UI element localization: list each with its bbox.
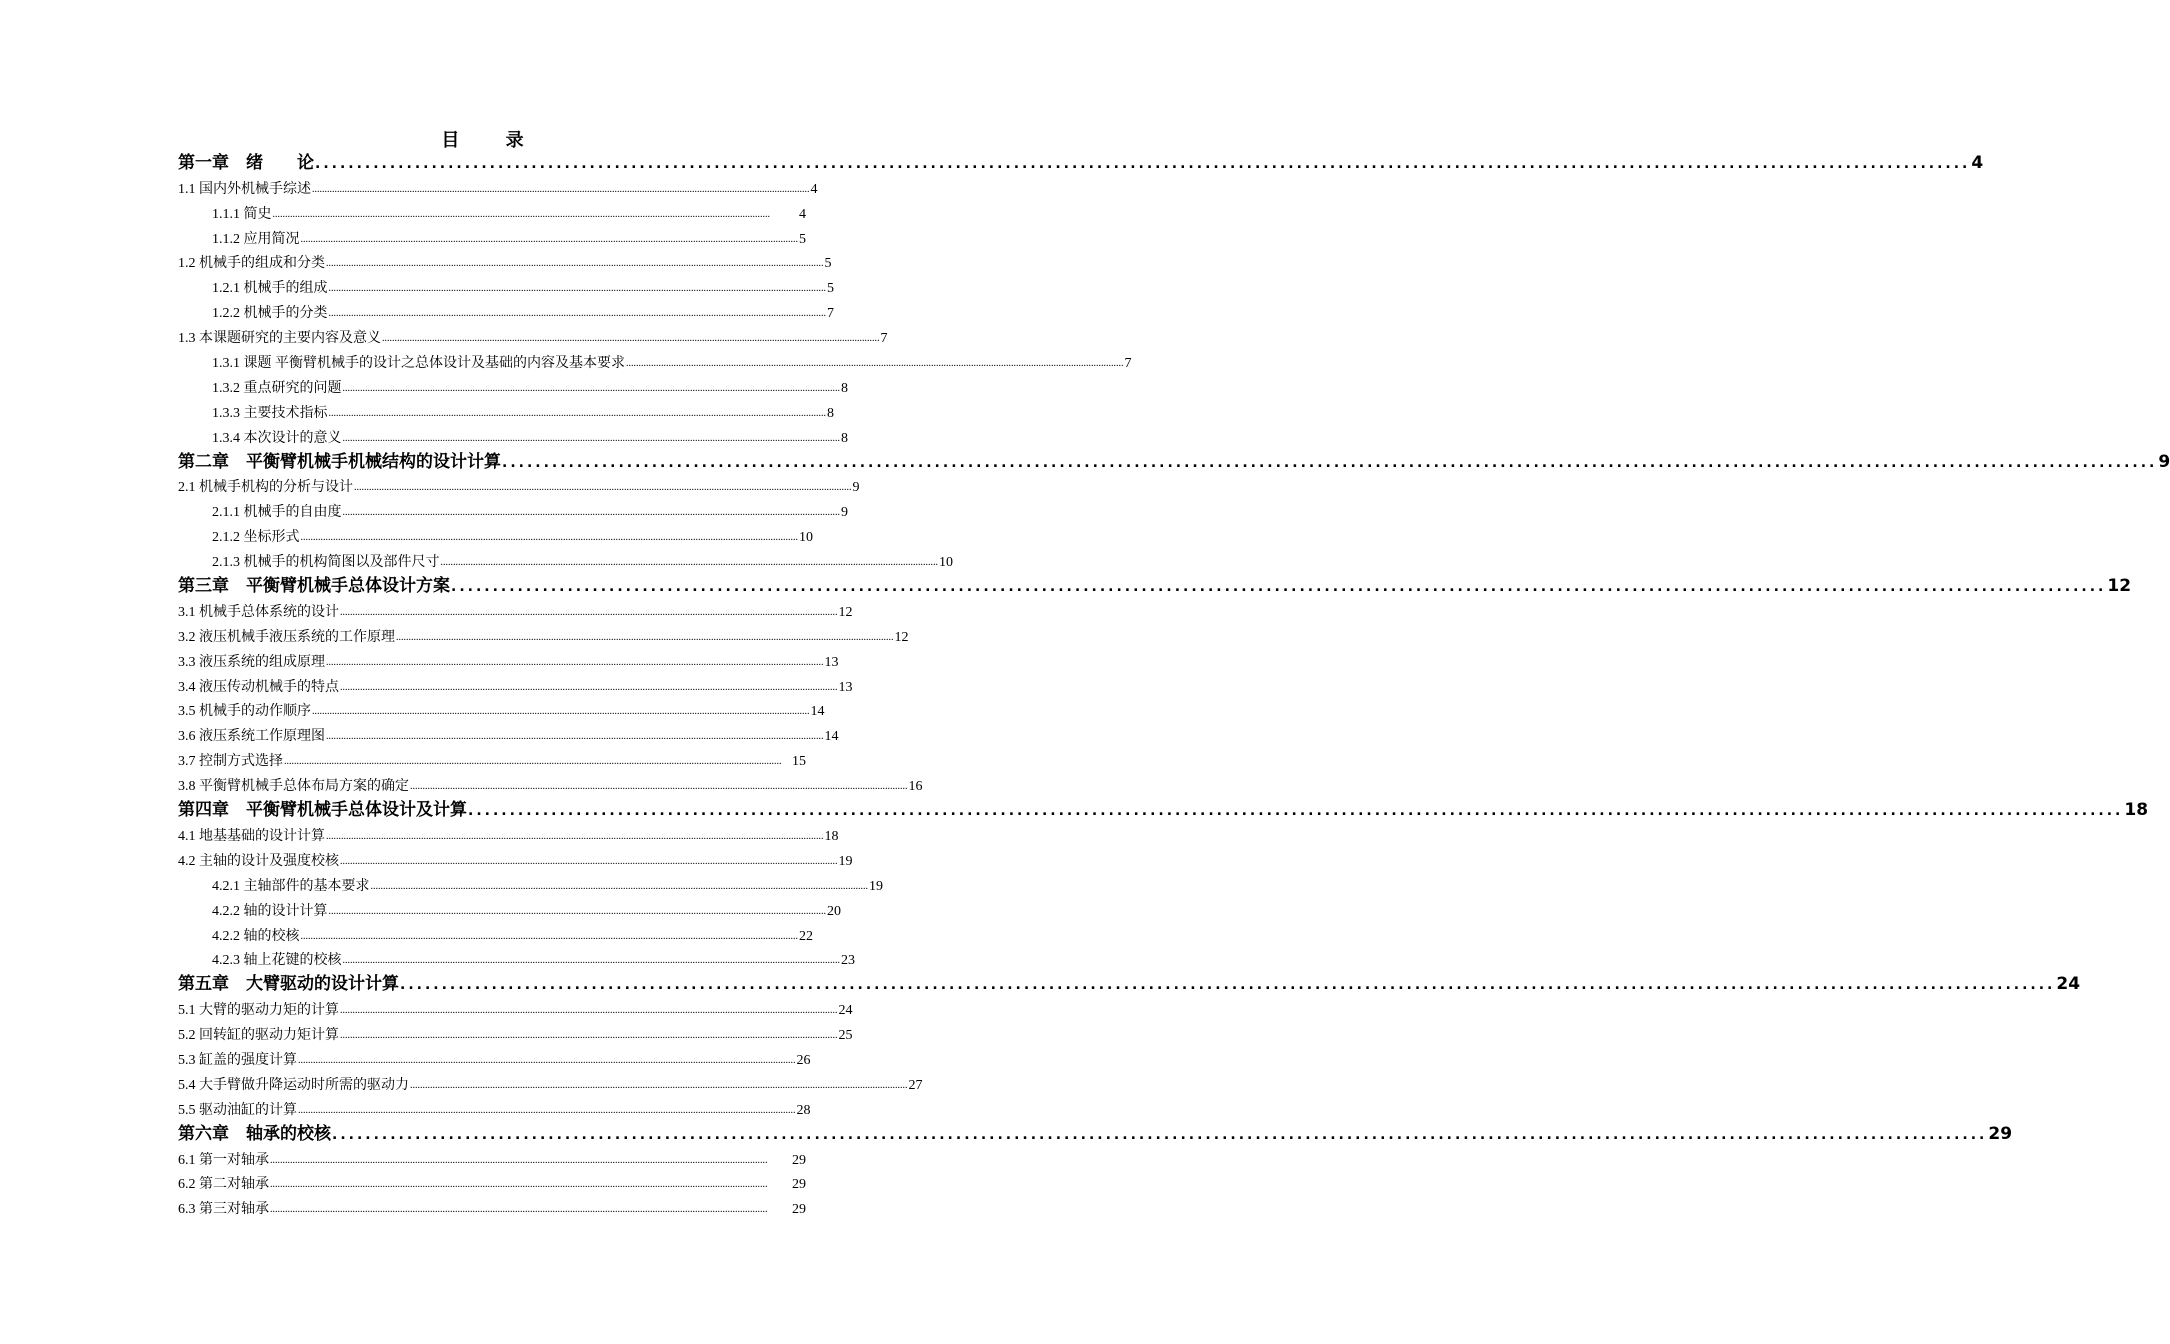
toc-page-number: 16	[908, 779, 923, 795]
toc-section-entry[interactable]	[178, 1193, 806, 1218]
toc-dot-leader: .......................................................................................................................................................................................................	[315, 155, 1971, 172]
toc-subsection-entry[interactable]	[178, 496, 848, 521]
toc-dot-leader: .......................................................................................................................................................................................................	[340, 606, 838, 618]
toc-dot-leader: .......................................................................................................................................................................................................	[332, 1126, 1988, 1143]
toc-page-number: 26	[796, 1052, 811, 1068]
toc-subsection-entry[interactable]	[178, 895, 841, 920]
toc-page-number: 29	[792, 1177, 806, 1193]
toc-page-number: 4	[799, 206, 806, 222]
toc-entry-label: 第六章 轴承的校核	[178, 1123, 331, 1144]
toc-dot-leader: .......................................................................................................................................................................................................	[382, 333, 880, 345]
toc-page-number: 9	[852, 480, 860, 496]
toc-dot-leader: .......................................................................................................................................................................................................	[342, 432, 840, 444]
toc-section-entry[interactable]	[178, 1019, 853, 1044]
toc-dot-leader: .......................................................................................................................................................................................................	[328, 905, 826, 917]
toc-page-number: 5	[824, 256, 832, 272]
toc-page-number: 4	[1971, 152, 1984, 173]
toc-section-entry[interactable]	[178, 173, 818, 198]
toc-entry-label: 5.4 大手臂做升降运动时所需的驱动力	[178, 1077, 409, 1093]
toc-dot-leader: .......................................................................................................................................................................................................	[328, 308, 826, 320]
toc-page-number: 14	[810, 704, 825, 720]
toc-entry-label: 第五章 大臂驱动的设计计算	[178, 974, 399, 995]
toc-chapter-entry[interactable]	[178, 969, 2081, 995]
toc-dot-leader: .......................................................................................................................................................................................................	[300, 532, 798, 544]
toc-subsection-entry[interactable]	[178, 347, 1132, 372]
toc-page-number: 12	[2107, 576, 2132, 597]
toc-dot-leader: .......................................................................................................................................................................................................	[440, 557, 938, 569]
toc-entry-label: 2.1 机械手机构的分析与设计	[178, 480, 353, 496]
toc-page-number: 7	[880, 331, 888, 347]
toc-dot-leader: .......................................................................................................................................................................................................	[396, 631, 894, 643]
toc-dot-leader: .......................................................................................................................................................................................................	[312, 706, 810, 718]
toc-section-entry[interactable]	[178, 696, 825, 721]
toc-entry-label: 3.4 液压传动机械手的特点	[178, 679, 339, 695]
toc-entry-label: 5.3 缸盖的强度计算	[178, 1052, 297, 1068]
toc-entry-label: 1.3 本课题研究的主要内容及意义	[178, 331, 381, 347]
toc-entry-label: 3.6 液压系统工作原理图	[178, 729, 325, 745]
toc-page-number: 24	[838, 1003, 853, 1019]
toc-section-entry[interactable]	[178, 1169, 806, 1194]
toc-section-entry[interactable]	[178, 472, 860, 497]
toc-entry-label: 4.2.2 轴的设计计算	[212, 903, 328, 919]
toc-dot-leader: .......................................................................................................................................................................................................	[312, 183, 810, 195]
toc-entry-label: 4.2.2 轴的校核	[212, 928, 300, 944]
toc-subsection-entry[interactable]	[178, 920, 813, 945]
toc-entry-label: 3.3 液压系统的组成原理	[178, 654, 325, 670]
toc-page-number: 10	[799, 530, 813, 546]
toc-entry-label: 1.1.2 应用简况	[212, 231, 300, 247]
toc-chapter-entry[interactable]	[178, 571, 2132, 597]
toc-entry-label: 1.3.3 主要技术指标	[212, 405, 328, 421]
toc-dot-leader: .......................................................................................................................................................................................................	[270, 1204, 768, 1216]
toc-subsection-entry[interactable]	[178, 521, 813, 546]
toc-entry-label: 4.1 地基基础的设计计算	[178, 828, 325, 844]
toc-section-entry[interactable]	[178, 820, 839, 845]
toc-entry-label: 6.3 第三对轴承	[178, 1202, 269, 1218]
toc-subsection-entry[interactable]	[178, 272, 834, 297]
toc-entry-label: 2.1.1 机械手的自由度	[212, 505, 342, 521]
toc-page-number: 29	[792, 1152, 806, 1168]
toc-page-number: 7	[1124, 356, 1132, 372]
toc-page-number: 15	[792, 754, 806, 770]
toc-dot-leader: .......................................................................................................................................................................................................	[326, 656, 824, 668]
toc-section-entry[interactable]	[178, 1094, 811, 1119]
toc-entry-label: 第三章 平衡臂机械手总体设计方案	[178, 576, 450, 597]
toc-page-number: 14	[824, 729, 839, 745]
toc-section-entry[interactable]	[178, 845, 853, 870]
toc-page-number: 5	[827, 281, 834, 297]
toc-page-number: 5	[799, 231, 806, 247]
toc-section-entry[interactable]	[178, 1144, 806, 1169]
toc-section-entry[interactable]	[178, 770, 923, 795]
toc-page-number: 19	[869, 878, 883, 894]
toc-page-number: 22	[799, 928, 813, 944]
toc-dot-leader: .......................................................................................................................................................................................................	[354, 482, 852, 494]
toc-page-number: 19	[838, 853, 853, 869]
toc-entry-label: 3.5 机械手的动作顺序	[178, 704, 311, 720]
toc-entry-label: 1.2.2 机械手的分类	[212, 306, 328, 322]
toc-page-number: 9	[2158, 451, 2170, 472]
toc-section-entry[interactable]	[178, 621, 909, 646]
toc-dot-leader: .......................................................................................................................................................................................................	[328, 407, 826, 419]
toc-entry-label: 第四章 平衡臂机械手总体设计及计算	[178, 800, 467, 821]
toc-dot-leader: .......................................................................................................................................................................................................	[284, 756, 782, 768]
toc-page-number: 8	[841, 380, 848, 396]
toc-page-number: 29	[792, 1202, 806, 1218]
toc-page-number: 13	[838, 679, 853, 695]
toc-entry-label: 1.2.1 机械手的组成	[212, 281, 328, 297]
toc-section-entry[interactable]	[178, 322, 888, 347]
toc-chapter-entry[interactable]	[178, 447, 2170, 472]
toc-subsection-entry[interactable]	[178, 198, 806, 223]
toc-dot-leader: .......................................................................................................................................................................................................	[340, 681, 838, 693]
toc-dot-leader: .......................................................................................................................................................................................................	[342, 955, 840, 967]
toc-page-number: 20	[827, 903, 841, 919]
toc-entry-label: 2.1.3 机械手的机构简图以及部件尺寸	[212, 555, 440, 571]
toc-page-number: 18	[2124, 800, 2149, 821]
toc-entry-label: 1.1 国内外机械手综述	[178, 181, 311, 197]
toc-subsection-entry[interactable]	[178, 397, 834, 422]
toc-chapter-entry[interactable]	[178, 1119, 2013, 1144]
toc-entry-label: 1.1.1 简史	[212, 206, 272, 222]
toc-entry-label: 4.2.1 主轴部件的基本要求	[212, 878, 370, 894]
toc-page-number: 25	[838, 1028, 853, 1044]
toc-dot-leader: .......................................................................................................................................................................................................	[340, 1005, 838, 1017]
toc-entry-label: 3.8 平衡臂机械手总体布局方案的确定	[178, 779, 409, 795]
toc-entry-label: 4.2 主轴的设计及强度校核	[178, 853, 339, 869]
toc-entry-label: 5.2 回转缸的驱动力矩计算	[178, 1028, 339, 1044]
toc-subsection-entry[interactable]	[178, 372, 848, 397]
toc-section-entry[interactable]	[178, 1044, 811, 1069]
toc-entry-label: 6.2 第二对轴承	[178, 1177, 269, 1193]
toc-entry-label: 5.5 驱动油缸的计算	[178, 1102, 297, 1118]
toc-dot-leader: .......................................................................................................................................................................................................	[270, 1179, 768, 1191]
toc-dot-leader: .......................................................................................................................................................................................................	[326, 830, 824, 842]
toc-page-number: 9	[841, 505, 848, 521]
toc-dot-leader: .......................................................................................................................................................................................................	[451, 579, 2107, 596]
toc-page-number: 24	[2056, 974, 2081, 995]
toc-entry-label: 3.1 机械手总体系统的设计	[178, 604, 339, 620]
toc-dot-leader: .......................................................................................................................................................................................................	[328, 283, 826, 295]
toc-chapter-entry[interactable]	[178, 148, 1984, 173]
toc-section-entry[interactable]	[178, 745, 806, 770]
toc-subsection-entry[interactable]	[178, 945, 855, 970]
toc-entry-label: 3.7 控制方式选择	[178, 754, 283, 770]
toc-dot-leader: .......................................................................................................................................................................................................	[340, 1030, 838, 1042]
toc-chapter-entry[interactable]	[178, 795, 2149, 821]
toc-section-entry[interactable]	[178, 994, 853, 1019]
toc-page-number: 18	[824, 828, 839, 844]
toc-page-number: 7	[827, 306, 834, 322]
toc-page-number: 13	[824, 654, 839, 670]
toc-page-number: 27	[908, 1077, 923, 1093]
toc-dot-leader: .......................................................................................................................................................................................................	[270, 1154, 768, 1166]
toc-dot-leader: .......................................................................................................................................................................................................	[410, 1079, 908, 1091]
toc-section-entry[interactable]	[178, 646, 839, 671]
toc-entry-label: 1.2 机械手的组成和分类	[178, 256, 325, 272]
toc-subsection-entry[interactable]	[178, 870, 883, 895]
toc-entry-label: 6.1 第一对轴承	[178, 1152, 269, 1168]
toc-subsection-entry[interactable]	[178, 546, 953, 571]
toc-entry-label: 3.2 液压机械手液压系统的工作原理	[178, 629, 395, 645]
toc-page-number: 12	[838, 604, 853, 620]
toc-dot-leader: .......................................................................................................................................................................................................	[340, 855, 838, 867]
toc-title: 目 录	[441, 130, 544, 151]
toc-page-number: 29	[1988, 1123, 2013, 1144]
toc-entry-label: 1.3.4 本次设计的意义	[212, 430, 342, 446]
toc-dot-leader: .......................................................................................................................................................................................................	[370, 880, 868, 892]
toc-dot-leader: .......................................................................................................................................................................................................	[342, 507, 840, 519]
toc-dot-leader: .......................................................................................................................................................................................................	[400, 977, 2056, 994]
toc-subsection-entry[interactable]	[178, 297, 834, 322]
toc-dot-leader: .......................................................................................................................................................................................................	[272, 208, 770, 220]
toc-entry-label: 4.2.3 轴上花键的校核	[212, 953, 342, 969]
toc-entry-label: 5.1 大臂的驱动力矩的计算	[178, 1003, 339, 1019]
toc-entry-label: 1.3.1 课题 平衡臂机械手的设计之总体设计及基础的内容及基本要求	[212, 356, 625, 372]
toc-page-number: 8	[841, 430, 848, 446]
toc-entry-label: 2.1.2 坐标形式	[212, 530, 300, 546]
toc-dot-leader: .......................................................................................................................................................................................................	[300, 233, 798, 245]
toc-entry-label: 第一章 绪 论	[178, 152, 314, 173]
toc-entry-label: 第二章 平衡臂机械手机械结构的设计计算	[178, 451, 501, 472]
toc-section-entry[interactable]	[178, 248, 832, 273]
toc-page-number: 23	[841, 953, 855, 969]
toc-page-number: 8	[827, 405, 834, 421]
toc-dot-leader: .......................................................................................................................................................................................................	[468, 803, 2124, 820]
toc-dot-leader: .......................................................................................................................................................................................................	[502, 454, 2158, 471]
toc-dot-leader: .......................................................................................................................................................................................................	[300, 930, 798, 942]
toc-section-entry[interactable]	[178, 720, 839, 745]
toc-page-number: 4	[810, 181, 818, 197]
toc-section-entry[interactable]	[178, 596, 853, 621]
toc-dot-leader: .......................................................................................................................................................................................................	[298, 1104, 796, 1116]
toc-dot-leader: .......................................................................................................................................................................................................	[298, 1054, 796, 1066]
toc-dot-leader: .......................................................................................................................................................................................................	[326, 731, 824, 743]
toc-subsection-entry[interactable]	[178, 422, 848, 447]
toc-page-number: 28	[796, 1102, 811, 1118]
toc-page-number: 12	[894, 629, 909, 645]
toc-page-number: 10	[939, 555, 953, 571]
toc-subsection-entry[interactable]	[178, 223, 806, 248]
table-of-contents	[178, 148, 2170, 1218]
toc-section-entry[interactable]	[178, 671, 853, 696]
toc-dot-leader: .......................................................................................................................................................................................................	[342, 382, 840, 394]
toc-dot-leader: .......................................................................................................................................................................................................	[626, 358, 1124, 370]
toc-dot-leader: .......................................................................................................................................................................................................	[326, 258, 824, 270]
toc-entry-label: 1.3.2 重点研究的问题	[212, 380, 342, 396]
toc-section-entry[interactable]	[178, 1069, 923, 1094]
toc-dot-leader: .......................................................................................................................................................................................................	[410, 781, 908, 793]
